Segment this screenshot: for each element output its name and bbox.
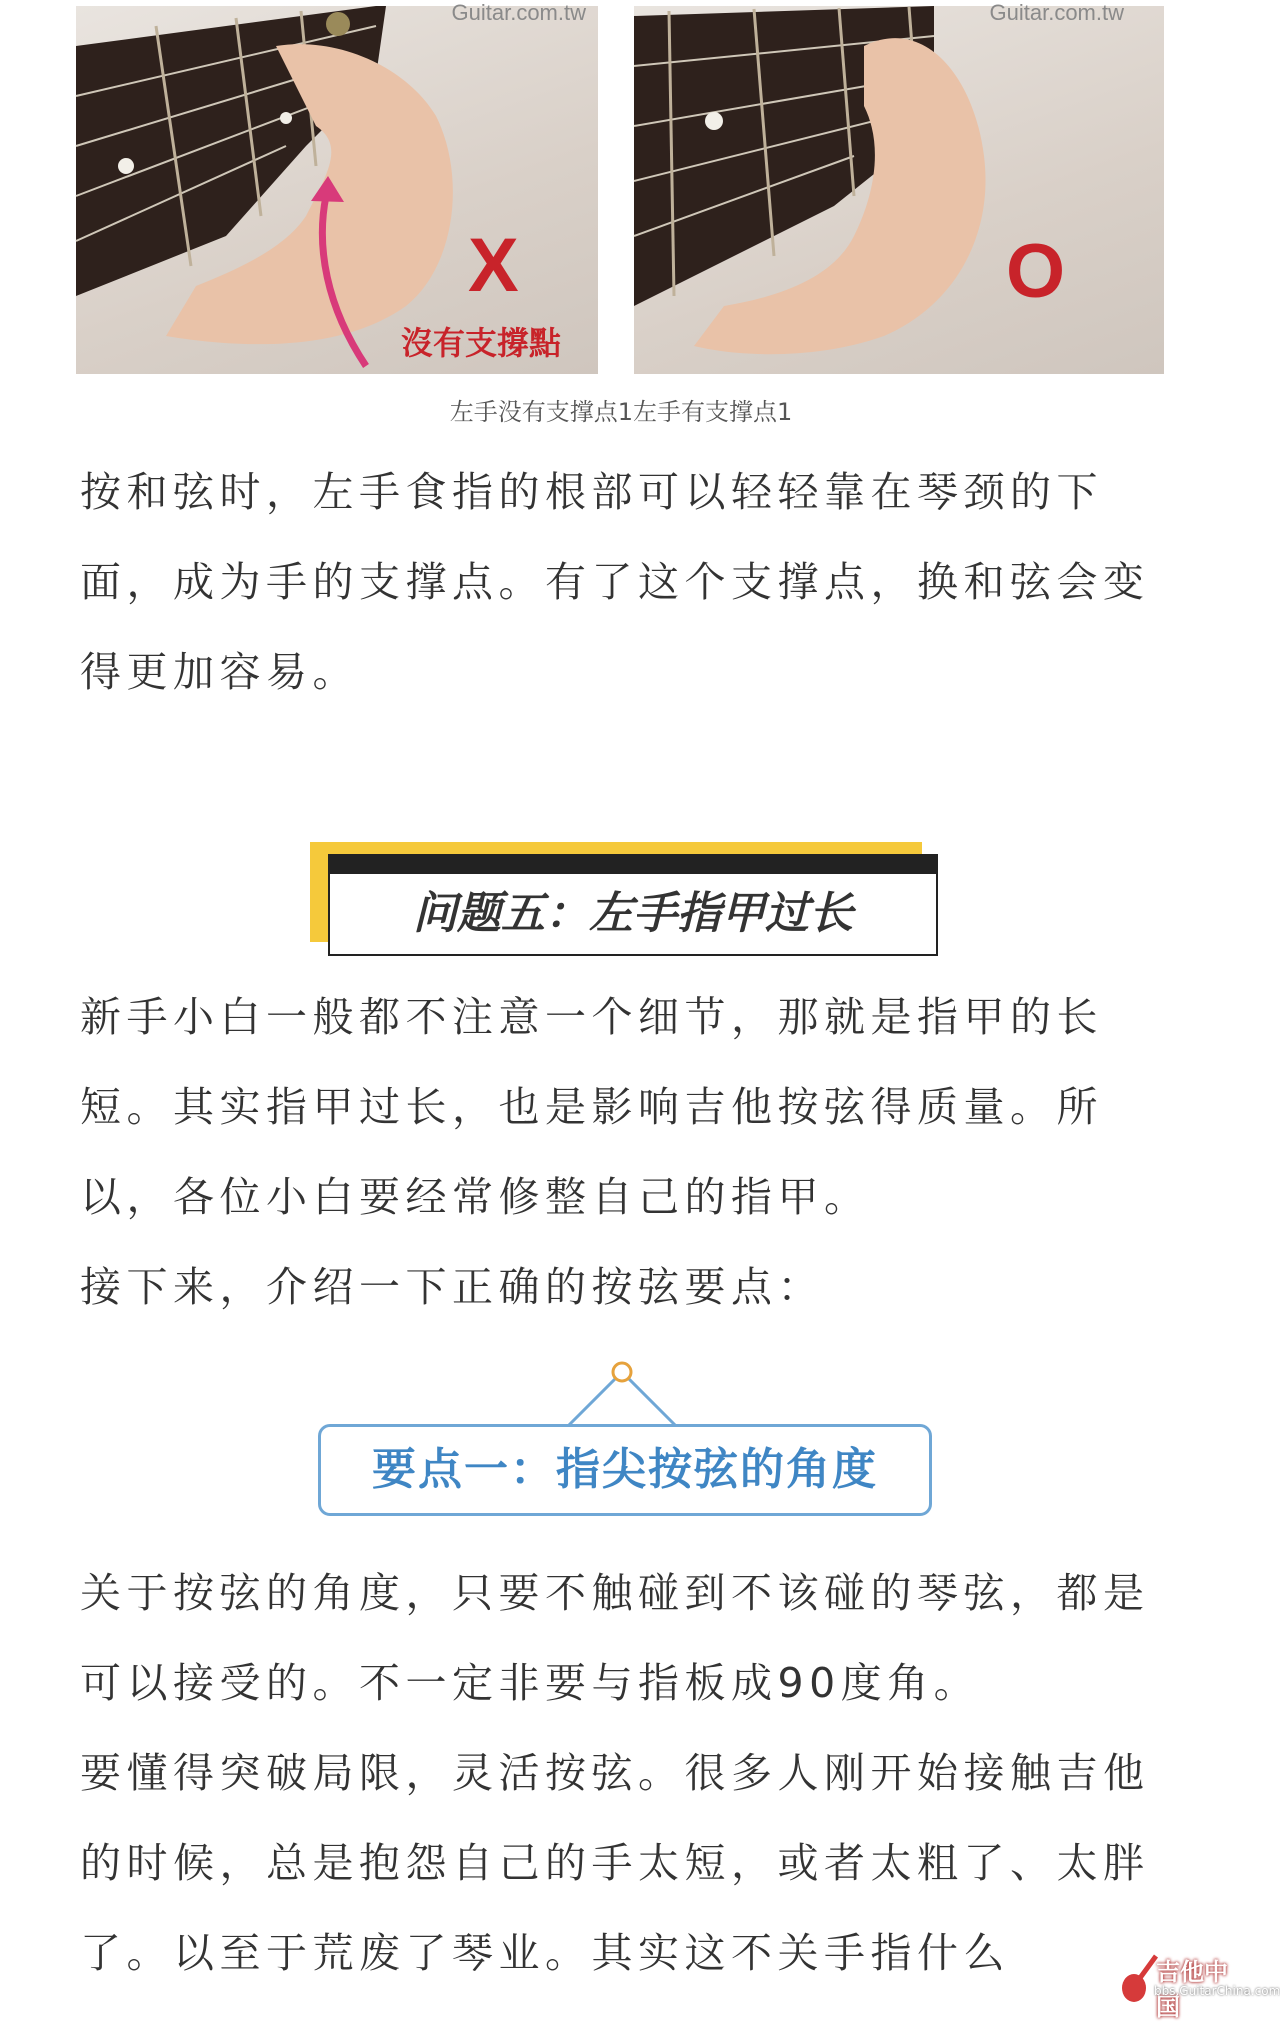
watermark-left: Guitar.com.tw xyxy=(451,0,586,25)
title-dark-bar xyxy=(328,854,938,874)
paragraph-flexible: 要懂得突破局限，灵活按弦。很多人刚开始接触吉他的时候，总是抱怨自己的手太短，或者太粗了、太胖了。以至于荒废了琴业。其实这不关手指什么 xyxy=(80,1749,1150,1977)
logo-url: bbs.GuitarChina.com xyxy=(1154,1984,1280,1998)
section-title: 问题五：左手指甲过长 xyxy=(413,888,853,939)
point-box xyxy=(318,1424,932,1516)
point-title-block xyxy=(318,1362,930,1522)
wrong-mark: X xyxy=(468,223,519,308)
point-connector-icon xyxy=(318,1362,930,1432)
photo-no-support xyxy=(76,0,598,374)
logo-name: 吉他中国 xyxy=(1156,1958,1228,2021)
paragraph-fingernails: 新手小白一般都不注意一个细节，那就是指甲的长短。其实指甲过长，也是影响吉他按弦得质量。所以，各位小白要经常修整自己的指甲。 xyxy=(80,993,1103,1221)
point-title: 要点一：指尖按弦的角度 xyxy=(372,1444,878,1495)
title-box xyxy=(328,874,938,956)
paragraph-intro-points: 接下来，介绍一下正确的按弦要点： xyxy=(80,1263,824,1311)
guitar-logo-icon xyxy=(1118,1952,1158,2010)
section-title-block xyxy=(310,842,938,958)
fretboard-illustration-right xyxy=(634,6,1164,374)
watermark-right: Guitar.com.tw xyxy=(989,0,1124,25)
guitar-photos xyxy=(0,0,1242,440)
correct-mark: O xyxy=(1006,229,1066,314)
photo-caption: 左手没有支撑点1左手有支撑点1 xyxy=(449,398,793,426)
no-support-label: 沒有支撐點 xyxy=(401,324,562,362)
site-logo xyxy=(1118,1952,1280,2021)
paragraph-angle: 关于按弦的角度，只要不触碰到不该碰的琴弦，都是可以接受的。不一定非要与指板成90度角。 xyxy=(80,1569,1150,1707)
photo-with-support xyxy=(634,0,1164,374)
paragraph-support-point: 按和弦时，左手食指的根部可以轻轻靠在琴颈的下面，成为手的支撑点。有了这个支撑点，换和弦会变得更加容易。 xyxy=(80,468,1150,696)
